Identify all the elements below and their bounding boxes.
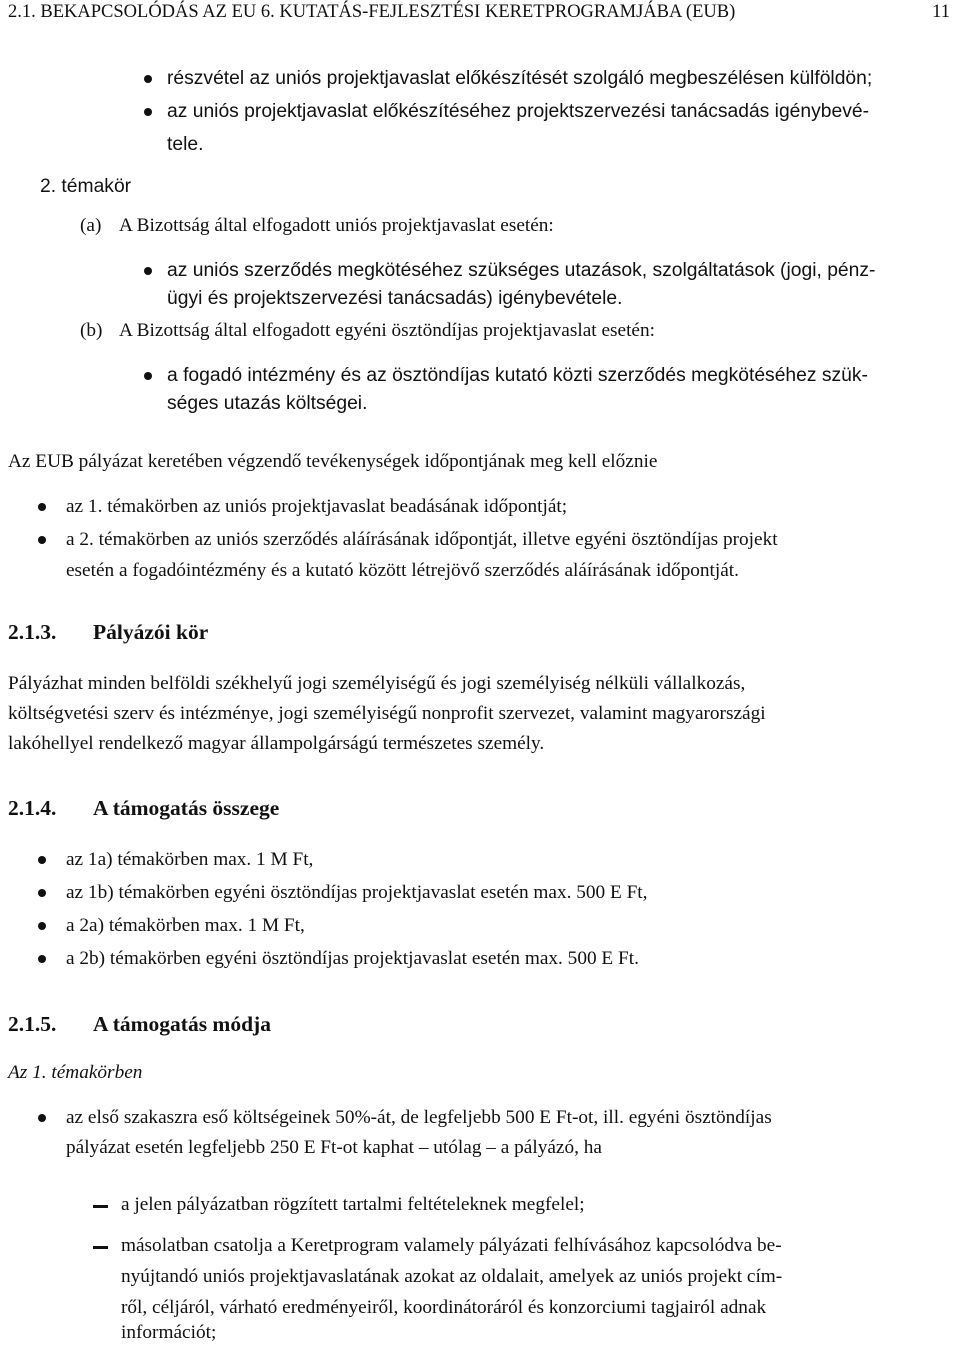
list-item: a fogadó intézmény és az ösztöndíjas kutató közti szerződés megkötéséhez szük-: [167, 365, 868, 386]
list-item-continuation: pályázat esetén legfeljebb 250 E Ft-ot kaphat – utólag – a pályázó, ha: [66, 1137, 602, 1158]
list-item: az uniós projektjavaslat előkészítéséhez projektszervezési tanácsadás igénybevé-: [167, 101, 870, 122]
list-item: az 1a) témakörben max. 1 M Ft,: [66, 849, 314, 870]
paragraph-line: Pályázhat minden belföldi székhelyű jogi személyiségű és jogi személyiség nélküli vállalkozás,: [8, 673, 746, 694]
list-item: a 2a) témakörben max. 1 M Ft,: [66, 915, 305, 936]
section-number: 2.1.3.: [8, 620, 57, 644]
list-item: az első szakaszra eső költségeinek 50%-át, de legfeljebb 500 E Ft-ot, ill. egyéni ösztöndíjas: [66, 1107, 772, 1128]
sub-list-item-continuation: ről, céljáról, várható eredményeiről, koordinátoráról és konzorciumi tagjairól adnak: [121, 1297, 767, 1318]
section-number: 2.1.4.: [8, 796, 57, 820]
bullet-icon: [38, 856, 46, 864]
sub-list-item-continuation: információt;: [121, 1322, 217, 1343]
topic-label: 2. témakör: [40, 176, 132, 197]
paragraph: Az EUB pályázat keretében végzendő tevékenységek időpontjának meg kell előznie: [8, 451, 658, 472]
page-number: 11: [932, 2, 950, 22]
section-title: A támogatás összege: [93, 796, 280, 820]
bullet-icon: [38, 1114, 46, 1122]
list-item: az uniós szerződés megkötéséhez szükséges utazások, szolgáltatások (jogi, pénz-: [167, 260, 876, 281]
bullet-icon: [38, 503, 46, 511]
enum-item-a: A Bizottság által elfogadott uniós projektjavaslat esetén:: [119, 215, 554, 236]
list-item-continuation: ügyi és projektszervezési tanácsadás) igénybevétele.: [167, 288, 623, 309]
enum-marker-b: (b): [80, 320, 103, 341]
list-item: a 2. témakörben az uniós szerződés aláírásának időpontját, illetve egyéni ösztöndíjas projekt: [66, 529, 778, 550]
list-item-continuation: tele.: [167, 134, 204, 155]
bullet-icon: [144, 108, 152, 116]
enum-item-b: A Bizottság által elfogadott egyéni ösztöndíjas projektjavaslat esetén:: [119, 320, 655, 341]
bullet-icon: [144, 267, 152, 275]
list-item: a 2b) témakörben egyéni ösztöndíjas projektjavaslat esetén max. 500 E Ft.: [66, 948, 639, 969]
running-header-title: 2.1. BEKAPCSOLÓDÁS AZ EU 6. KUTATÁS-FEJLESZTÉSI KERETPROGRAMJÁBA (EUB): [8, 2, 736, 22]
dash-icon: [93, 1246, 108, 1249]
sub-list-item: másolatban csatolja a Keretprogram valamely pályázati felhívásához kapcsolódva be-: [121, 1235, 782, 1256]
section-number: 2.1.5.: [8, 1012, 57, 1036]
paragraph-line: lakóhellyel rendelkező magyar állampolgárságú természetes személy.: [8, 733, 545, 754]
section-title: A támogatás módja: [93, 1012, 271, 1036]
list-item: az 1b) témakörben egyéni ösztöndíjas projektjavaslat esetén max. 500 E Ft,: [66, 882, 648, 903]
list-item-continuation: esetén a fogadóintézmény és a kutató között létrejövő szerződés aláírásának időpontját.: [66, 560, 739, 581]
enum-marker-a: (a): [80, 215, 102, 236]
section-title: Pályázói kör: [93, 620, 209, 644]
subheading: Az 1. témakörben: [8, 1062, 143, 1083]
bullet-icon: [144, 372, 152, 380]
list-item: részvétel az uniós projektjavaslat előkészítését szolgáló megbeszélésen külföldön;: [167, 68, 873, 89]
paragraph-line: költségvetési szerv és intézménye, jogi személyiségű nonprofit szervezet, valamint magyarországi: [8, 703, 766, 724]
bullet-icon: [38, 955, 46, 963]
bullet-icon: [38, 922, 46, 930]
bullet-icon: [38, 889, 46, 897]
sub-list-item-continuation: nyújtandó uniós projektjavaslatának azokat az oldalait, amelyek az uniós projekt cím-: [121, 1266, 783, 1287]
sub-list-item: a jelen pályázatban rögzített tartalmi feltételeknek megfelel;: [121, 1194, 585, 1215]
dash-icon: [93, 1205, 108, 1208]
bullet-icon: [144, 75, 152, 83]
list-item: az 1. témakörben az uniós projektjavaslat beadásának időpontját;: [66, 496, 568, 517]
bullet-icon: [38, 536, 46, 544]
list-item-continuation: séges utazás költségei.: [167, 393, 368, 414]
